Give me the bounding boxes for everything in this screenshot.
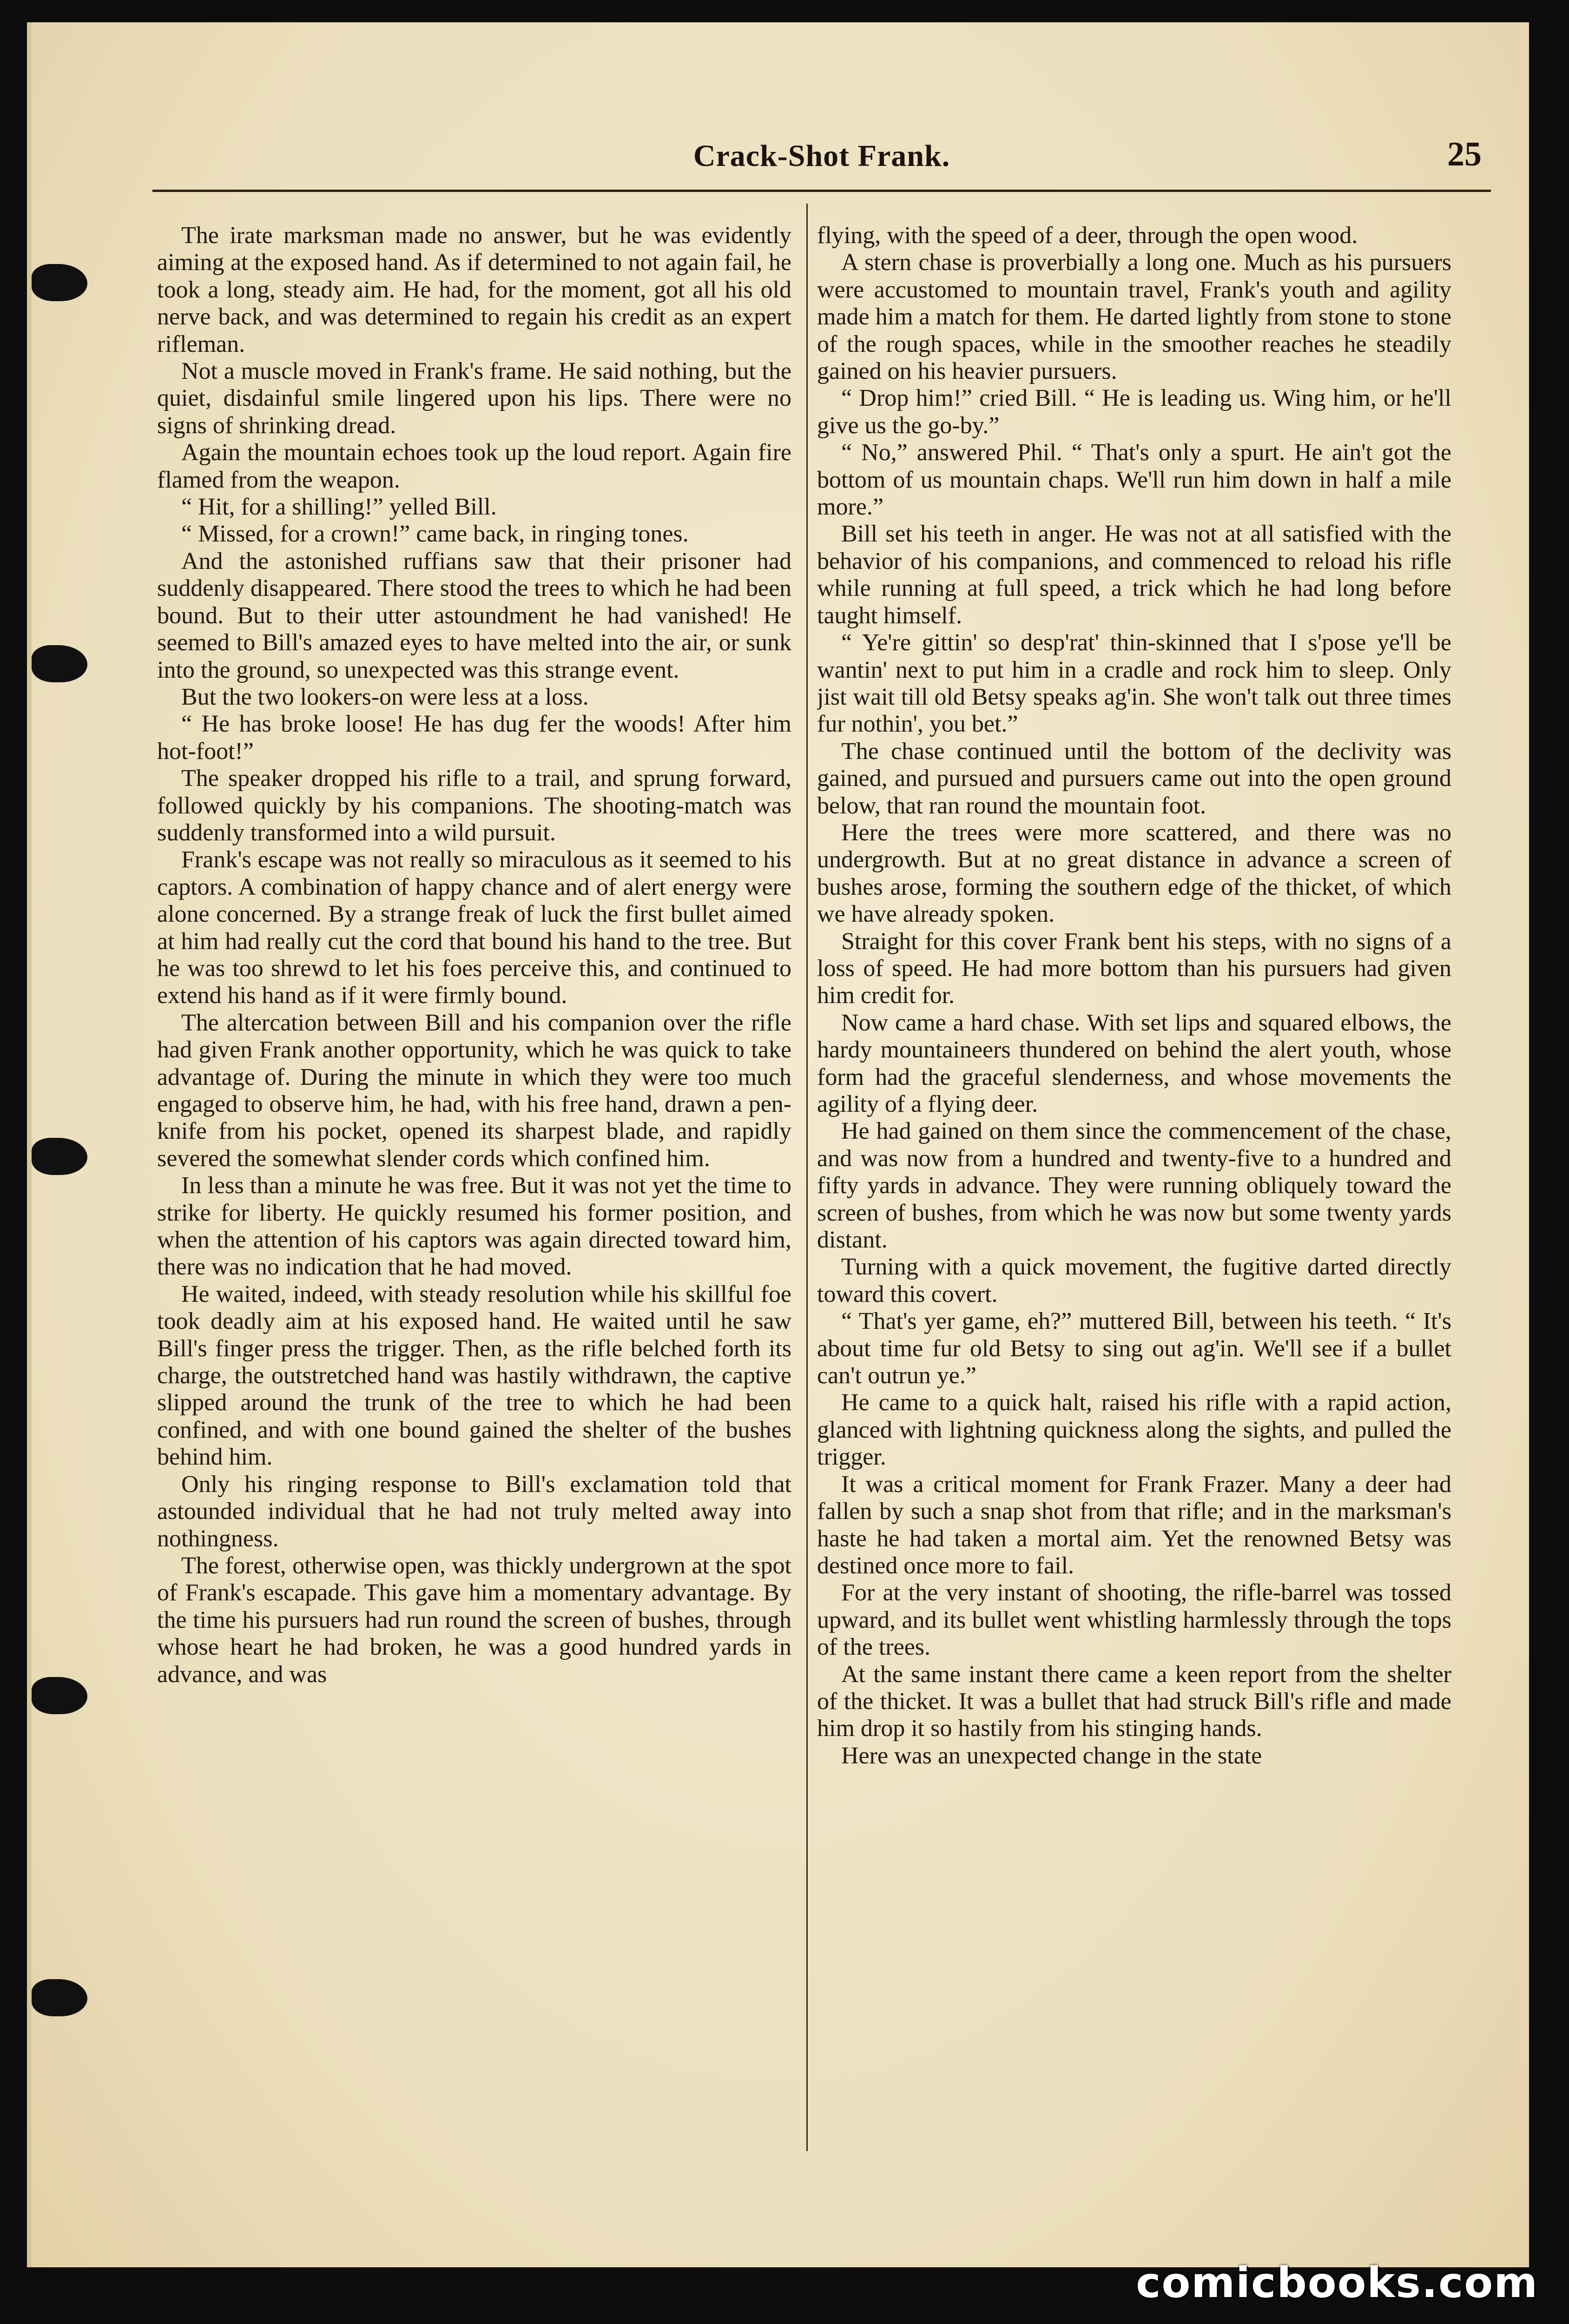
- paragraph: Straight for this cover Frank bent his steps, with no signs of a loss of speed. He had more bottom than his pursuers had given him credit for.: [817, 928, 1451, 1009]
- paragraph: The speaker dropped his rifle to a trail, and sprung forward, followed quickly by his companions. The shooting-match was suddenly transformed into a wild pursuit.: [157, 765, 791, 846]
- paragraph: Only his ringing response to Bill's exclamation told that astounded individual that he had not truly melted away into nothingness.: [157, 1471, 791, 1552]
- paragraph: He came to a quick halt, raised his rifle with a rapid action, glanced with lightning quickness along the sights, and pulled the trigger.: [817, 1389, 1451, 1471]
- paragraph: “ Hit, for a shilling!” yelled Bill.: [181, 494, 497, 521]
- paragraph: “ Drop him!” cried Bill. “ He is leading us. Wing him, or he'll give us the go-by.”: [817, 385, 1451, 439]
- paragraph: At the same instant there came a keen report from the shelter of the thicket. It was a bullet that had struck Bill's rifle and made him drop it so hastily from his stinging hands.: [817, 1661, 1451, 1742]
- binding-hole: [32, 1979, 87, 2016]
- paragraph: In less than a minute he was free. But it was not yet the time to strike for liberty. He quickly resumed his former position, and when the attention of his captors was again directed toward him, there was no indication that he had moved.: [157, 1172, 791, 1281]
- page-number: 25: [1447, 135, 1482, 173]
- watermark: comicbooks.com: [1136, 2258, 1538, 2307]
- binding-hole: [32, 645, 87, 682]
- paragraph: Turning with a quick movement, the fugitive darted directly toward this covert.: [817, 1254, 1451, 1307]
- paragraph: He waited, indeed, with steady resolution while his skillful foe took deadly aim at his exposed hand. He waited until he saw Bill's finger press the trigger. Then, as the rifle belched forth its charge, the outstretched hand was hastily withdrawn, the captive slipped around the trunk of the tree to which he had been confined, and with one bound gained the shelter of the bushes behind him.: [157, 1281, 791, 1471]
- paragraph: “ He has broke loose! He has dug fer the woods! After him hot-foot!”: [157, 711, 791, 765]
- left-column: [157, 222, 791, 2142]
- paragraph: “ Missed, for a crown!” came back, in ringing tones.: [181, 521, 689, 548]
- paragraph: The irate marksman made no answer, but he was evidently aiming at the exposed hand. As if determined to not again fail, he took a long, steady aim. He had, for the moment, got all his old nerve back, and was determined to regain his credit as an expert rifleman.: [157, 222, 791, 357]
- paragraph: “ Ye're gittin' so desp'rat' thin-skinned that I s'pose ye'll be wantin' next to put him in a cradle and rock him to sleep. Only jist wait till old Betsy speaks ag'in. She won't talk out three times fur nothin', you bet.”: [817, 629, 1451, 738]
- book-page: [27, 22, 1529, 2267]
- paragraph: A stern chase is proverbially a long one. Much as his pursuers were accustomed to mountain travel, Frank's youth and agility made him a match for them. He darted lightly from stone to stone of the rough spaces, while in the smoother reaches he steadily gained on his heavier pursuers.: [817, 249, 1451, 385]
- header-rule: [152, 190, 1491, 192]
- paragraph: Not a muscle moved in Frank's frame. He said nothing, but the quiet, disdainful smile lingered upon his lips. There were no signs of shrinking dread.: [157, 358, 791, 439]
- paragraph: For at the very instant of shooting, the rifle-barrel was tossed upward, and its bullet went whistling harmlessly through the tops of the trees.: [817, 1579, 1451, 1661]
- binding-hole: [32, 1138, 87, 1175]
- paragraph: He had gained on them since the commencement of the chase, and was now from a hundred and twenty-five to a hundred and fifty yards in advance. They were running obliquely toward the screen of bushes, from which he was now but some twenty yards distant.: [817, 1118, 1451, 1254]
- paragraph: The altercation between Bill and his companion over the rifle had given Frank another opportunity, which he was quick to take advantage of. During the minute in which they were too much engaged to observe him, he had, with his free hand, drawn a pen-knife from his pocket, opened its sharpest blade, and rapidly severed the somewhat slender cords which confined him.: [157, 1009, 791, 1172]
- paragraph: And the astonished ruffians saw that their prisoner had suddenly disappeared. There stood the trees to which he had been bound. But to their utter astoundment he had vanished! He seemed to Bill's amazed eyes to have melted into the air, or sunk into the ground, so unexpected was this strange event.: [157, 548, 791, 683]
- binding-hole: [32, 1677, 87, 1714]
- paragraph: “ No,” answered Phil. “ That's only a spurt. He ain't got the bottom of us mountain chaps. We'll run him down in half a mile more.”: [817, 439, 1451, 521]
- paragraph: Again the mountain echoes took up the loud report. Again fire flamed from the weapon.: [157, 439, 791, 493]
- column-divider: [806, 204, 808, 2151]
- paragraph: The chase continued until the bottom of the declivity was gained, and pursued and pursuers came out into the open ground below, that ran round the mountain foot.: [817, 738, 1451, 819]
- paragraph: Now came a hard chase. With set lips and squared elbows, the hardy mountaineers thundered on behind the alert youth, whose form had the graceful slenderness, and whose movements the agility of a flying deer.: [817, 1009, 1451, 1117]
- paragraph: It was a critical moment for Frank Frazer. Many a deer had fallen by such a snap shot from that rifle; and in the marksman's haste he had taken a mortal aim. Yet the renowned Betsy was destined once more to fail.: [817, 1471, 1451, 1579]
- paragraph: flying, with the speed of a deer, through the open wood.: [817, 222, 1358, 249]
- binding-hole: [32, 264, 87, 301]
- paragraph: Here the trees were more scattered, and there was no undergrowth. But at no great distance in advance a screen of bushes arose, forming the southern edge of the thicket, of which we have already spoken.: [817, 819, 1451, 928]
- running-title: Crack-Shot Frank.: [693, 139, 950, 173]
- right-column: [817, 222, 1451, 2142]
- running-head: [152, 120, 1491, 194]
- paragraph: “ That's yer game, eh?” muttered Bill, between his teeth. “ It's about time fur old Betsy to sing out ag'in. We'll see if a bullet can't outrun ye.”: [817, 1308, 1451, 1389]
- paragraph: Bill set his teeth in anger. He was not at all satisfied with the behavior of his companions, and commenced to reload his rifle while running at full speed, a trick which he had long before taught himself.: [817, 521, 1451, 629]
- paragraph: But the two lookers-on were less at a loss.: [181, 683, 589, 710]
- paragraph: Here was an unexpected change in the state: [841, 1742, 1262, 1769]
- paragraph: The forest, otherwise open, was thickly undergrown at the spot of Frank's escapade. This gave him a momentary advantage. By the time his pursuers had run round the screen of bushes, through whose heart he had broken, he was a good hundred yards in advance, and was: [157, 1552, 791, 1688]
- paragraph: Frank's escape was not really so miraculous as it seemed to his captors. A combination of happy chance and of alert energy were alone concerned. By a strange freak of luck the first bullet aimed at him had really cut the cord that bound his hand to the tree. But he was too shrewd to let his foes perceive this, and continued to extend his hand as if it were firmly bound.: [157, 846, 791, 1009]
